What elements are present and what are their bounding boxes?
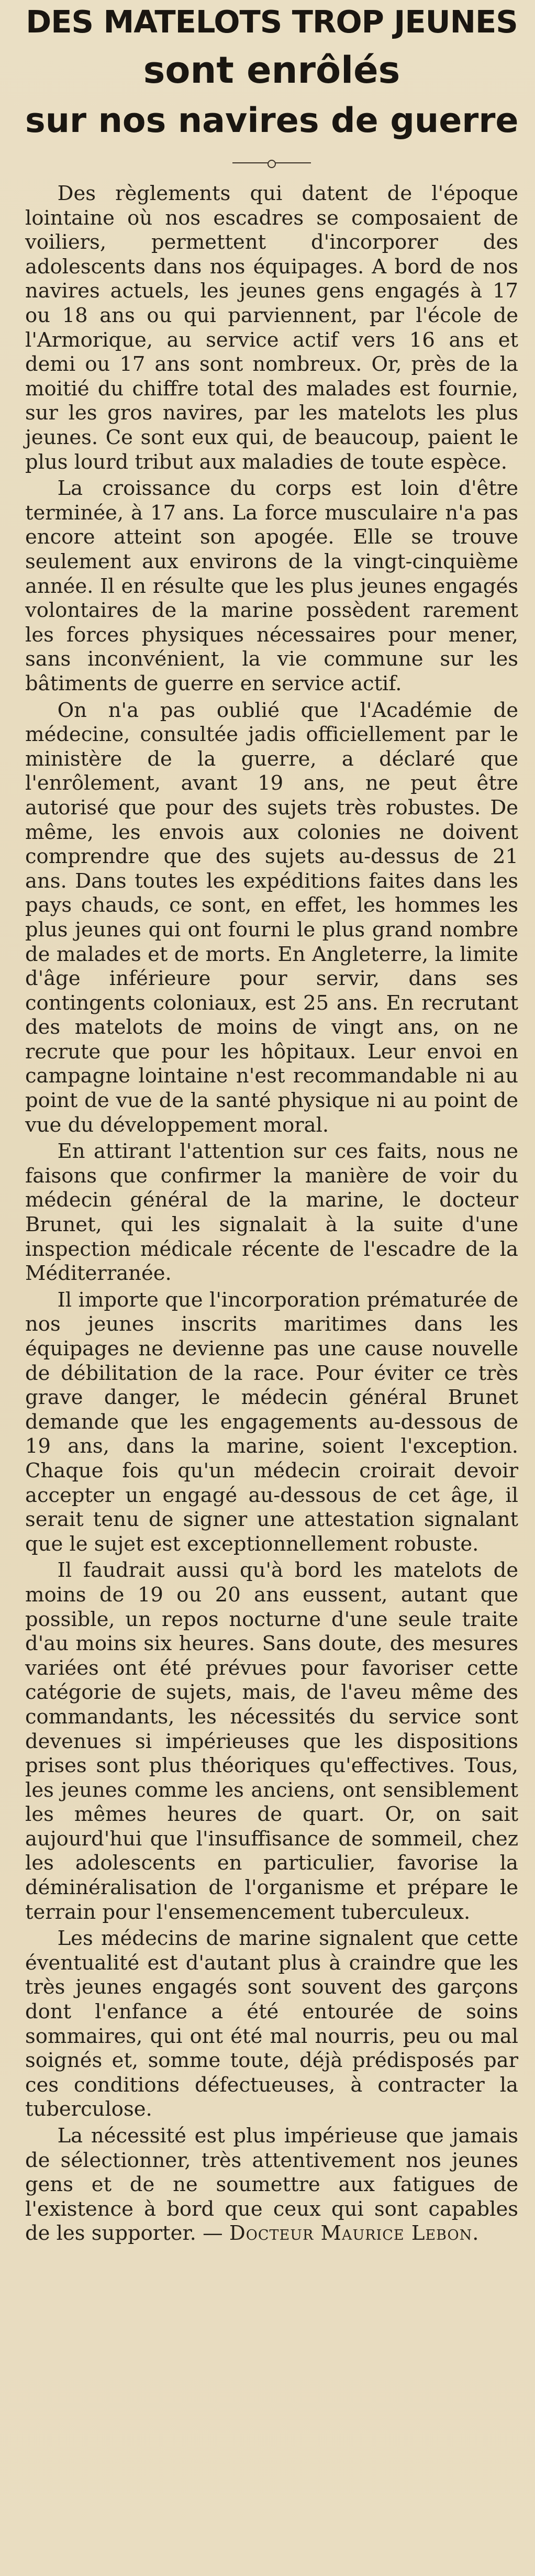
author-signature: Docteur Maurice Lebon. [229,2221,480,2246]
paragraph: En attirant l'attention sur ces faits, nous ne faisons que confirmer la manière de voir du médecin général de la marine, le docteur Brunet, qui les signalait à la suite d'une inspection médicale récente de l'escadre de la Méditerranée. [25,1140,518,1286]
paragraph: On n'a pas oublié que l'Académie de médecine, consultée jadis officiellement par le ministère de la guerre, a déclaré que l'enrôlement, avant 19 ans, ne peut être autorisé que pour des sujets très robustes. De même, les envois aux colonies ne doivent comprendre que des sujets au-dessus de 21 ans. Dans toutes les expéditions faites dans les pays chauds, ce sont, en effet, les hommes les plus jeunes qui ont fourni le plus grand nombre de malades et de morts. En Angleterre, la limite d'âge inférieure pour servir, dans ses contingents coloniaux, est 25 ans. En recrutant des matelots de moins de vingt ans, on ne recrute que pour les hôpitaux. Leur envoi en campagne lointaine n'est recommandable ni au point de vue de la santé physique ni au point de vue du développement moral. [25,698,518,1137]
paragraph: Les médecins de marine signalent que cette éventualité est d'autant plus à craindre que les très jeunes engagés sont souvent des garçons dont l'enfance a été entourée de soins sommaires, qui ont été mal nourris, peu ou mal soignés et, somme toute, déjà prédisposés par ces conditions défectueuses, à contracter la tuberculose. [25,1927,518,2121]
paragraph: La croissance du corps est loin d'être terminée, à 17 ans. La force musculaire n'a pas encore atteint son apogée. Elle se trouve seulement aux environs de la vingt-cinquième année. Il en résulte que les plus jeunes engagés volontaires de la marine possèdent rarement les forces physiques nécessaires pour mener, sans inconvénient, la vie commune sur les bâtiments de guerre en service actif. [25,477,518,695]
headline-line-1: DES MATELOTS TROP JEUNES [26,4,518,40]
paragraph-final [25,2124,518,2246]
paragraph: Des règlements qui datent de l'époque lointaine où nos escadres se composaient de voiliers, permettent d'incorporer des adolescents dans nos équipages. A bord de nos navires actuels, les jeunes gens engagés à 17 ou 18 ans ou qui parviennent, par l'école de l'Armorique, au service actif vers 16 ans et demi ou 17 ans sont nombreux. Or, près de la moitié du chiffre total des malades est fournie, sur les gros navires, par les matelots les plus jeunes. Ce sont eux qui, de beaucoup, paient le plus lourd tribut aux maladies de toute espèce. [25,182,518,474]
paragraph-final-text: La nécessité est plus impérieuse que jamais de sélectionner, très attentivement nos jeunes gens et de ne soumettre aux fatigues de l'existence à bord que ceux qui sont capables de les supporter. — [25,2124,518,2246]
article-body [25,182,518,2246]
paragraph: Il faudrait aussi qu'à bord les matelots de moins de 19 ou 20 ans eussent, autant que possible, un repos nocturne d'une seule traite d'au moins six heures. Sans doute, des mesures variées ont été prévues pour favoriser cette catégorie de sujets, mais, de l'aveu même des commandants, les nécessités du service sont devenues si impérieuses que les dispositions prises sont plus théoriques qu'effectives. Tous, les jeunes comme les anciens, ont sensiblement les mêmes heures de quart. Or, on sait aujourd'hui que l'insuffisance de sommeil, chez les adolescents en particulier, favorise la déminéralisation de l'organisme et prépare le terrain pour l'ensemencement tuberculeux. [25,1558,518,1924]
headline-line-2: sont enrôlés [143,48,400,92]
ornament-divider [232,160,311,166]
paragraph: Il importe que l'incorporation prématurée de nos jeunes inscrits maritimes dans les équipages ne devienne pas une cause nouvelle de débilitation de la race. Pour éviter ce très grave danger, le médecin général Brunet demande que les engagements au-dessous de 19 ans, dans la marine, soient l'exception. Chaque fois qu'un médecin croirait devoir accepter un engagé au-dessous de cet âge, il serait tenu de signer une attestation signalant que le sujet est exceptionnellement robuste. [25,1288,518,1556]
headline-line-3: sur nos navires de guerre [25,101,519,141]
